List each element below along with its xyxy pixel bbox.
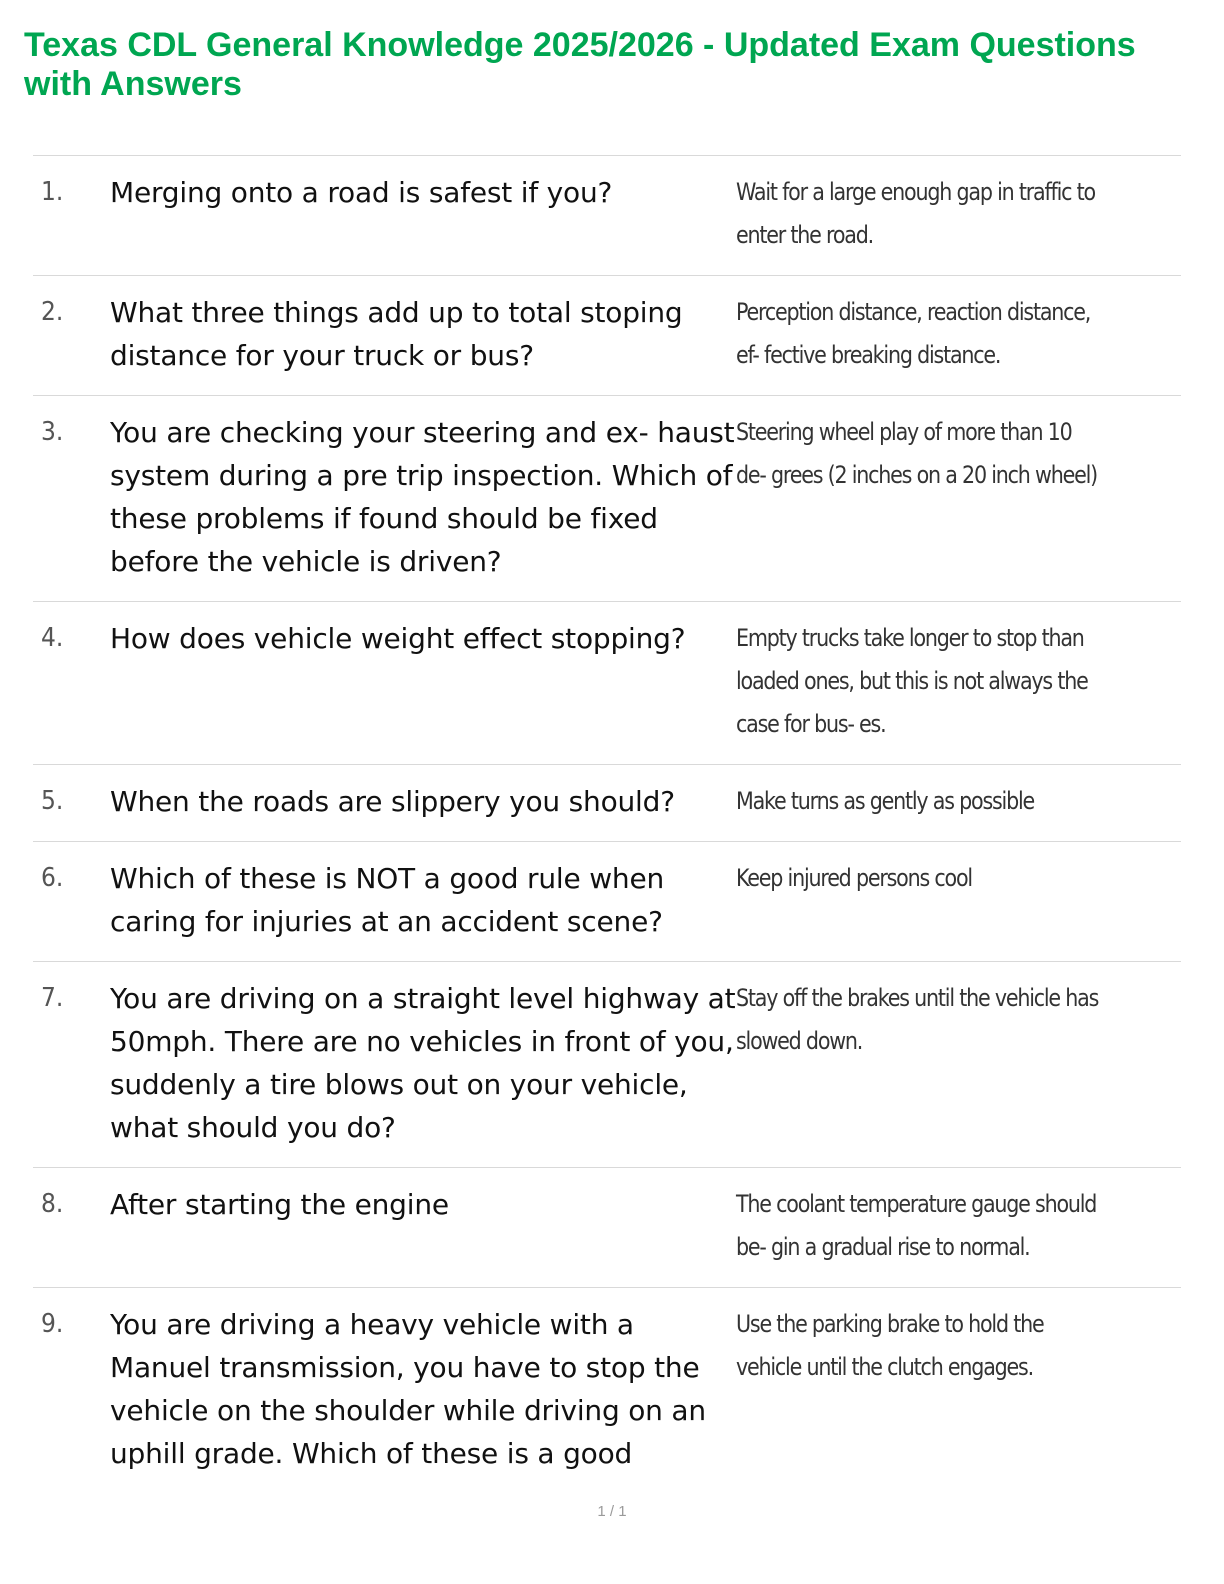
- qa-row: [33, 1288, 1181, 1493]
- qa-row: [33, 842, 1181, 962]
- question-number: 4.: [41, 623, 64, 653]
- qa-row: [33, 276, 1181, 396]
- answer-text: The coolant temperature gauge should be- gin a gradual rise to normal.: [736, 1190, 1097, 1261]
- question-text: Merging onto a road is safest if you?: [110, 176, 613, 209]
- question-text: You are driving on a straight level highway at 50mph. There are no vehicles in front of you, suddenly a tire blows out on your vehicle, what should you do?: [110, 982, 736, 1144]
- question-text: You are checking your steering and ex- haust system during a pre trip inspection. Which of these problems if found should be fixed before the vehicle is driven?: [110, 416, 735, 578]
- question-number: 6.: [41, 863, 64, 893]
- qa-row: [33, 156, 1181, 276]
- question-text: What three things add up to total stoping distance for your truck or bus?: [110, 296, 683, 372]
- qa-row: [33, 396, 1181, 602]
- question-text: After starting the engine: [110, 1188, 449, 1221]
- question-number: 1.: [41, 177, 64, 207]
- answer-text: Stay off the brakes until the vehicle has slowed down.: [736, 984, 1099, 1055]
- question-number: 8.: [41, 1189, 64, 1219]
- question-number: 7.: [41, 983, 64, 1013]
- page-number: 1 / 1: [597, 1503, 627, 1520]
- question-text: How does vehicle weight effect stopping?: [110, 622, 686, 655]
- answer-text: Wait for a large enough gap in traffic to enter the road.: [736, 178, 1095, 249]
- answer-text: Empty trucks take longer to stop than loaded ones, but this is not always the case for bus- es.: [736, 624, 1088, 738]
- qa-row: [33, 1168, 1181, 1288]
- qa-row: [33, 765, 1181, 842]
- question-number: 3.: [41, 417, 64, 447]
- qa-row: [33, 602, 1181, 765]
- answer-text: Keep injured persons cool: [736, 864, 972, 892]
- answer-text: Steering wheel play of more than 10 de- grees (2 inches on a 20 inch wheel): [736, 418, 1097, 489]
- question-text: Which of these is NOT a good rule when caring for injuries at an accident scene?: [110, 862, 665, 938]
- question-answer-list: [33, 155, 1181, 1493]
- answer-text: Use the parking brake to hold the vehicle until the clutch engages.: [736, 1310, 1044, 1381]
- document-title: Texas CDL General Knowledge 2025/2026 - Updated Exam Questions with Answers: [24, 26, 1136, 103]
- qa-row: [33, 962, 1181, 1168]
- answer-text: Make turns as gently as possible: [736, 787, 1035, 815]
- question-number: 9.: [41, 1309, 64, 1339]
- answer-text: Perception distance, reaction distance, ef- fective breaking distance.: [736, 298, 1091, 369]
- question-text: When the roads are slippery you should?: [110, 785, 675, 818]
- question-number: 5.: [41, 786, 64, 816]
- question-text: You are driving a heavy vehicle with a Manuel transmission, you have to stop the vehicle on the shoulder while driving on an uphill grade. Which of these is a good: [110, 1308, 706, 1470]
- question-number: 2.: [41, 297, 64, 327]
